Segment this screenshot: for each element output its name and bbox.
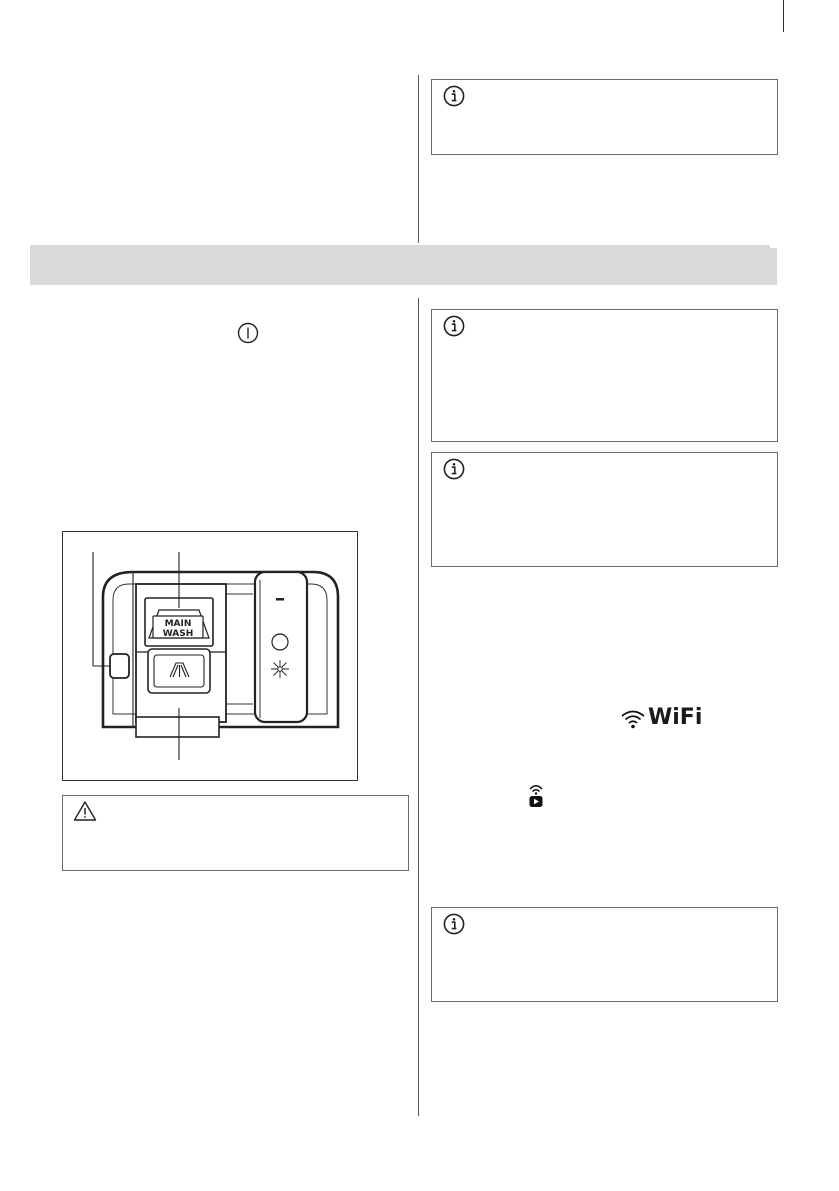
info-note-2 <box>431 309 778 442</box>
wifi-icon <box>620 708 646 730</box>
info-icon <box>443 458 465 480</box>
dispenser-illustration <box>63 532 358 781</box>
band-edge <box>770 245 777 248</box>
wifi-label: WiFi <box>648 705 703 730</box>
main-label: MAIN <box>164 619 192 629</box>
section-heading-band <box>30 245 777 285</box>
info-note-3 <box>431 452 778 567</box>
remote-start-icon <box>528 782 544 808</box>
info-icon <box>443 315 465 337</box>
page-cut-mark <box>783 0 784 32</box>
wash-label: WASH <box>162 629 194 639</box>
dispenser-figure <box>62 531 358 781</box>
info-icon <box>443 913 465 935</box>
info-note-1 <box>431 79 778 155</box>
warning-note <box>62 795 409 871</box>
info-note-4 <box>431 907 778 1002</box>
warning-icon <box>73 800 97 822</box>
column-divider-bottom <box>418 298 419 1116</box>
column-divider-top <box>418 75 419 243</box>
dispenser-catch <box>110 654 129 678</box>
dispenser-handle <box>136 717 219 737</box>
info-icon <box>443 85 465 107</box>
power-symbol-icon <box>237 322 259 344</box>
rinse-aid-symbol <box>271 660 289 678</box>
